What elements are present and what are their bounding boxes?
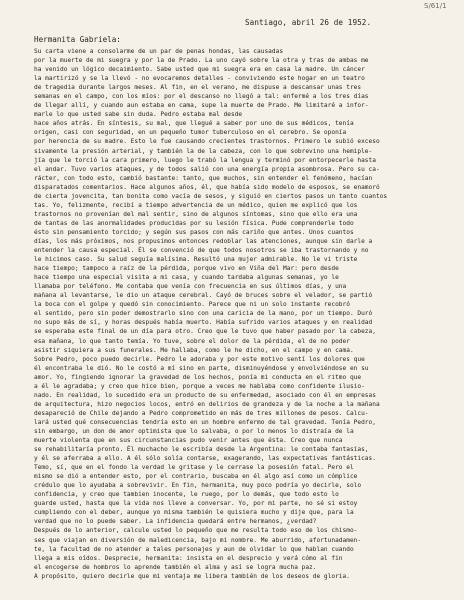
letter-body (34, 47, 448, 581)
letter-line: Su carta viene a consolarme de un par de penas hondas, las causadas (34, 48, 284, 55)
letter-line: de arquitectura, hizo negocios locos, entró en delirios de grandeza y de la noche a la mañana (34, 400, 380, 408)
letter-line: por la muerte de mi suegra y por la de Prado. La uno cayó sobre la otra y tras de ambas me (34, 57, 369, 65)
archive-code: S/61/1 (424, 2, 447, 10)
letter-line: confidencia, y creo que tambien inocente, le ruego, por lo demás, que todo esto lo (34, 491, 339, 499)
letter-line: de llegar allí, y cuando aun estaba en cama, supe la muerte de Prado. Me limitaré a infor- (34, 102, 369, 110)
salutation: Hermanita Gabriela: (34, 35, 121, 44)
letter-line: sin embargo, un don de amor optimista que lo salvaba, o por lo menos lo distraía de la (34, 427, 354, 435)
letter-line: A propósito, quiero decirle que mi ventaja me libera también de los deseos de gloria. (34, 572, 350, 580)
letter-line: Después de lo anterior, calcule usted lo pequeño que me resulta todo eso de los chismo- (34, 527, 358, 535)
letter-line: él encontraba le dió. No le costó a mí sino en parte, disminuyéndose y envolviéndose en su (34, 364, 369, 372)
letter-line: la martirizó y se la llevó - no evocaremos detalles - conviviendo este hogar en un teatro (34, 75, 365, 83)
letter-line: amor. Yo, fingiendo ignorar la gravedad de los hechos, ponía mi conducta en el ritmo que (34, 373, 362, 381)
letter-line: llega a mis oídos. Desprecie, hermanita: insista en el desprecio y verá cómo al fin (34, 554, 343, 562)
letter-line: sivamente la presión arterial, y también la de la cabeza, con lo que sobrevino una hemiple- (34, 147, 373, 155)
letter-line: le hicimos caso. Su salud seguía malísima. Resultó una mujer admirable. No le vi triste (34, 256, 358, 264)
letter-line: lará usted qué consecuencias tendría esto en un hombre enfermo de tal gravedad. Tenía Pedro, (34, 418, 376, 426)
letter-line: se esperaba este final de un día para otro. Creo que le tuvo que haber pasado por la cabeza, (34, 328, 376, 336)
letter-line: el encogerse de hombros lo aprende también el alma y así se logra mucha paz. (34, 563, 317, 571)
letter-line: la boca con el golpe y quedó sin conocimiento. Parece que ni un solo instante recobró (34, 301, 350, 309)
letter-line: desapareció de Chile dejando a Pedro comprometido en más de tres millones de pesos. Calcu- (34, 409, 369, 417)
letter-line: ésto sin pensamiento torcido; y según sus pasos con más cariño que antes. Unos cuantos (34, 228, 354, 236)
letter-line: llamaba por teléfono. Me contaba que venía con frecuencia en sus últimos días, y una (34, 283, 347, 291)
letter-line: hace años atrás. En síntesis, su mal, que llegué a saber por uno de sus médicos, tenía (34, 120, 354, 128)
letter-line: te, la facultad de no atender a tales personajes y aun de olvidar lo que hablan cuando (34, 545, 354, 553)
letter-line: asistir siquiera a sus funerales. Me hallaba, como le he dicho, en el campo y en cama. (34, 346, 354, 354)
letter-line: y él se aferraba a ello. A él sólo solía contarse, exagerando, las expectativas fantásticas. (34, 455, 376, 463)
letter-line: de tragedia durante largos meses. Al fin, en el verano, me dispuse a descansar unas tres (34, 84, 362, 92)
letter-line: de tantas de las anormalidades producidas por su lesión física. Pude comprenderle todo (34, 219, 354, 227)
letter-line: días, los más próximos, nos propusimos entonces redoblar las atenciones, aunque sin darle a (34, 237, 373, 245)
letter-line: tas. Yo, felizmente, recibí a tiempo advertencia de un médico, quien me explicó que los (34, 201, 358, 209)
letter-line: origen, casi con seguridad, en un pequeño tumor tuberculoso en el cerebro. Se oponía (34, 129, 347, 137)
letter-line: nado. En realidad, lo sucedido era un producto de su enfermedad, asociado con él en empresas (34, 391, 376, 399)
letter-line: se rehabilitaría pronto. Él muchacho le escribía desde la Argentina: le contaba fantasías, (34, 446, 369, 454)
letter-line: ses que viajan en diversión de maledicencia, bajo mi nombre. Me aburrido, afortunadamen- (34, 536, 362, 544)
dateline: Santiago, abril 26 de 1952. (245, 18, 372, 27)
letter-line: hace tiempo; tampoco a raíz de la pérdida, porque vivo en Viña del Mar: pero desde (34, 265, 339, 273)
letter-line: marle lo que usted sabe sin duda. Pedro estaba mal desde (34, 111, 243, 119)
letter-line: el andar. Tuvo varios ataques, y de todos salió con una energía propia asombrosa. Pero su ca- (34, 165, 380, 173)
letter-line: el sentido, pero sin poder demostrarlo sino con una caricia de la mano, por un tiempo. Duró (34, 310, 373, 318)
letter-line: crédulo que lo ayudaba a sobrevivir. En fin, hermanita, muy poco podría yo decirle, solo (34, 482, 362, 490)
letter-line: no supo más de sí, y horas después había muerto. Había sufrido varios ataques y en realidad (34, 319, 373, 327)
letter-line: de cierta jovencita, tan bonita como vacía de sesos, y siguió en ciertos pasos un tanto cuantos (34, 192, 388, 200)
letter-line: trastornos no provenían del mal sentir, sino de algunos síntomas, sino que ello era una (34, 210, 358, 218)
letter-line: a él le agradaba; y creo que hice bien, porque a veces me hablaba como confidente ilusio- (34, 382, 365, 390)
letter-line: muerte violenta que en sus circunstancias pudo venir antes que ésta. Creo que nunca (34, 437, 343, 445)
letter-line: ha venido un lógico decaimiento. Sabe usted que mi suegra era en casa la madre. Un cáncer (34, 66, 365, 74)
letter-line: por herencia de su madre. Esto le fue causando crecientes trastornos. Primero le subió exceso (34, 138, 380, 146)
letter-line: mismo se dió a entender esto, por el contrario, buscaba en él algo así como un cómplice (34, 473, 358, 481)
letter-line: Sobre Pedro, poco puedo decirle. Pedro le adoraba y por este motivo sentí los dolores que (34, 355, 365, 363)
letter-line: disparatados comentarios. Hace algunos años, él, que había sido modelo de esposos, se enamoró (34, 183, 380, 191)
letter-line: rácter, con todo esto, cambió bastante: tanto, que muchos, sin entender el fenómeno, hacían (34, 174, 373, 182)
letter-line: Temo, sí, que en el fondo la verdad le gritase y le cerrase la posesión fatal. Pero el (34, 464, 354, 472)
letter-line: verdad que no lo puede saber. La infidencia quedará entre hermanos, ¿verdad? (34, 518, 317, 526)
letter-line: entender la causa especial. Él se convenció de que todos nosotros se iba trastornando y no (34, 247, 369, 255)
letter-line: jía que le torció la cara primero, luego le trabó la lengua y terminó por entorpecerle hasta (34, 156, 376, 164)
letter-line: guarde usted, hasta que la vida nos lleve a conversar. Yo, por mi parte, no sé si estoy (34, 500, 358, 508)
letter-line: mañana al levantarse, le dio un ataque cerebral. Cayó de bruces sobre el velador, se partió (34, 292, 373, 300)
letter-line: esa mañana, lo que tanto temía. Yo tuve, sobre el dolor de la pérdida, el de no poder (34, 337, 350, 345)
letter-line: semanas en el campo, con los míos: por el descanso no llegó a tal: enfermé a los tres días (34, 93, 369, 101)
letter-line: hace tiempo una especial visita a mi casa, y cuando tardaba algunas semanas, yo le (34, 274, 339, 282)
letter-line: cumpliendo con el deber, aunque yo misma también le quisiera mucho y dije que, para la (34, 509, 354, 517)
